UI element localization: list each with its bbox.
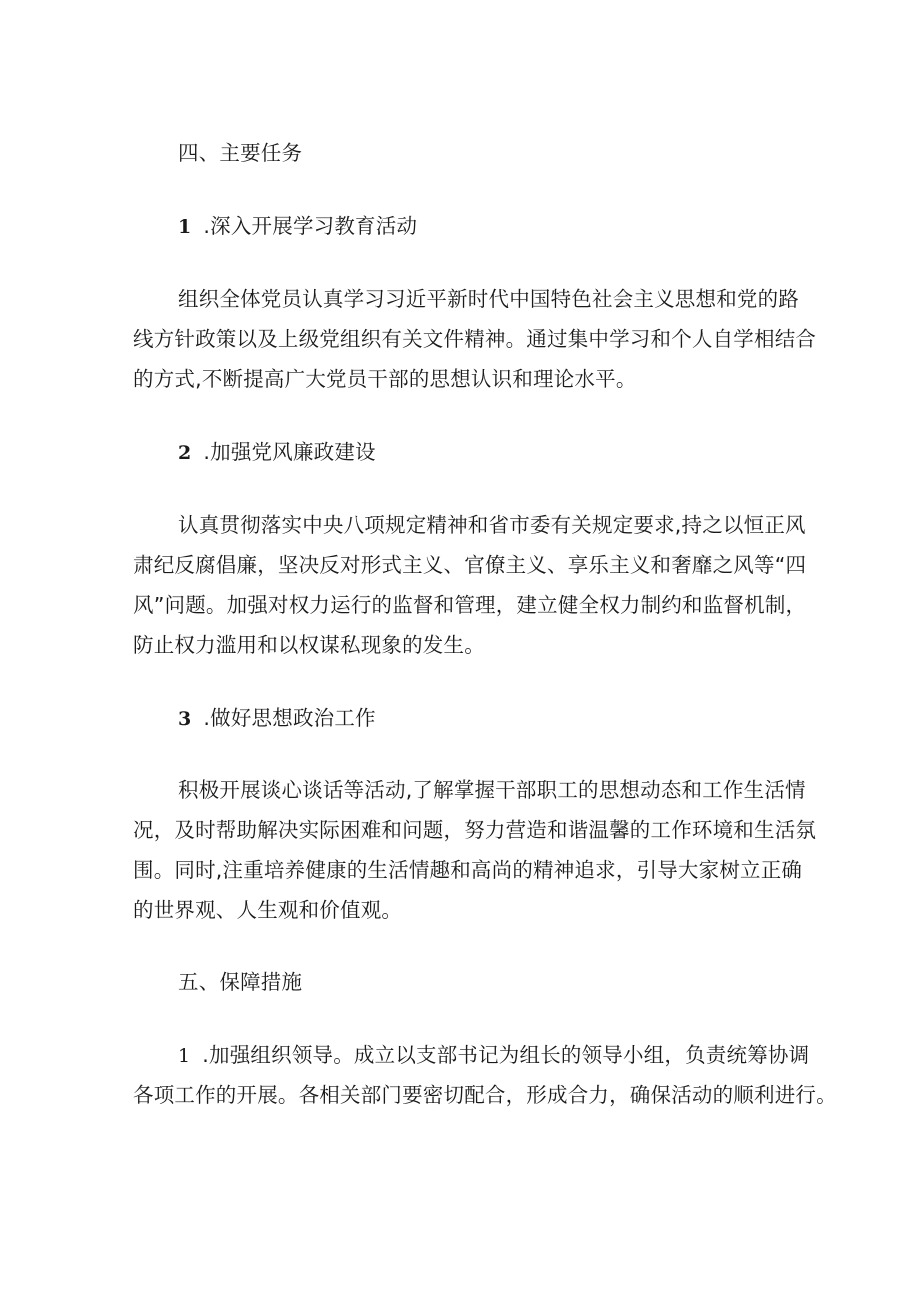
item-number: 1 (178, 1045, 191, 1067)
paragraph-line: 线方针政策以及上级党组织有关文件精神。通过集中学习和个人自学相结合 (133, 327, 817, 351)
item-title: .加强组织领导。成立以支部书记为组长的领导小组，负责统筹协调 (202, 1043, 810, 1067)
paragraph-line: 况，及时帮助解决实际困难和问题，努力营造和谐温馨的工作环境和生活氛 (133, 818, 817, 842)
paragraph-line: 防止权力滥用和以权谋私现象的发生。 (133, 633, 485, 657)
subheading-ideological-work (178, 706, 376, 731)
item-number: 2 (178, 442, 192, 464)
section-heading-main-tasks: 四、主要任务 (178, 141, 303, 165)
subheading-party-integrity (178, 440, 376, 465)
item-title: .深入开展学习教育活动 (203, 214, 418, 238)
subheading-study-education (178, 214, 417, 239)
paragraph-line: 认真贯彻落实中央八项规定精神和省市委有关规定要求,持之以恒正风 (178, 513, 806, 537)
item-title: .加强党风廉政建设 (203, 440, 376, 464)
paragraph-organization-leadership (178, 1043, 809, 1068)
paragraph-line: 积极开展谈心谈话等活动,了解掌握干部职工的思想动态和工作生活情 (178, 778, 806, 802)
paragraph-line: 各项工作的开展。各相关部门要密切配合，形成合力，确保活动的顺利进行。 (133, 1083, 837, 1107)
paragraph-line: 肃纪反腐倡廉，坚决反对形式主义、官僚主义、享乐主义和奢靡之风等“四 (133, 553, 807, 577)
item-number: 1 (178, 216, 192, 238)
paragraph-line: 风”问题。加强对权力运行的监督和管理，建立健全权力制约和监督机制， (133, 593, 807, 617)
paragraph-line: 组织全体党员认真学习习近平新时代中国特色社会主义思想和党的路 (178, 287, 799, 311)
item-title: .做好思想政治工作 (203, 706, 376, 730)
section-heading-safeguards: 五、保障措施 (178, 970, 303, 994)
item-number: 3 (178, 708, 192, 730)
paragraph-line: 的方式,不断提高广大党员干部的思想认识和理论水平。 (133, 367, 637, 391)
paragraph-line: 的世界观、人生观和价值观。 (133, 898, 403, 922)
paragraph-line: 围。同时,注重培养健康的生活情趣和高尚的精神追求，引导大家树立正确 (133, 858, 803, 882)
